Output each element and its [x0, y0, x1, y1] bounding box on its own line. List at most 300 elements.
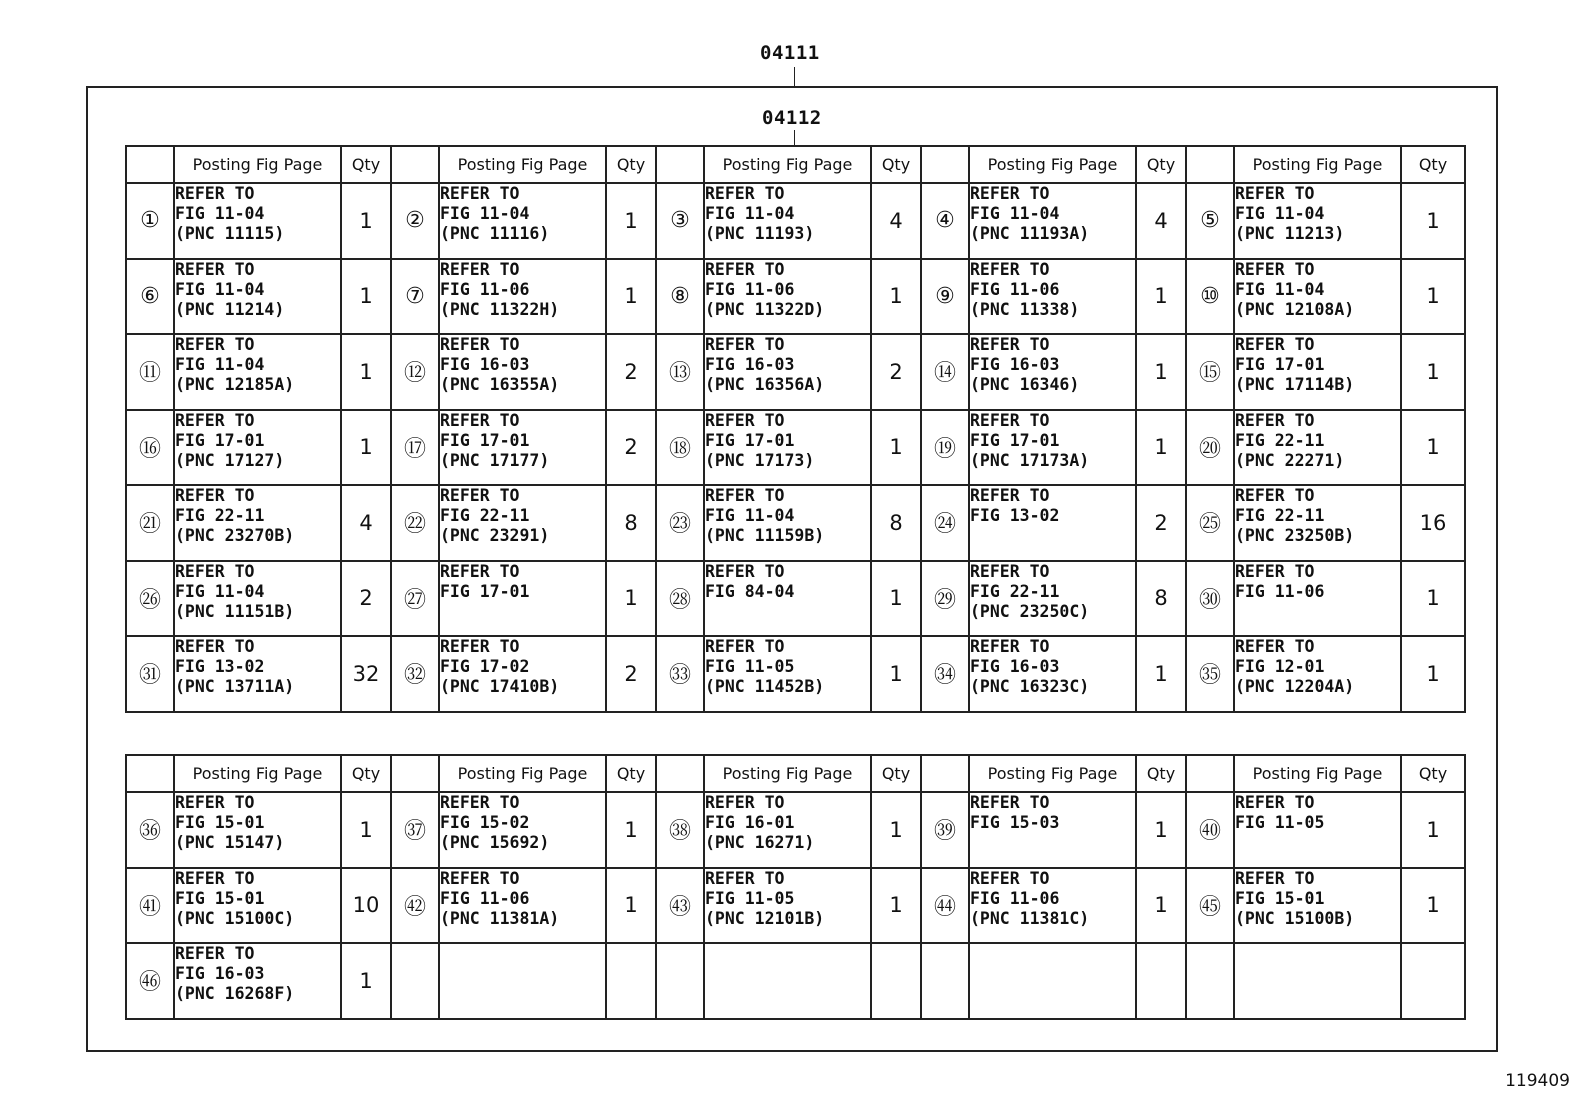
reference-line: REFER TO — [705, 793, 785, 812]
item-number: ⑱ — [656, 410, 704, 486]
reference-line: (PNC 11193) — [705, 224, 815, 243]
quantity: 1 — [1401, 410, 1465, 486]
posting-fig-page — [439, 410, 606, 486]
item-number: ㉒ — [391, 485, 439, 561]
header-posting-fig-page: Posting Fig Page — [1234, 146, 1401, 183]
reference-line: (PNC 16356A) — [705, 375, 825, 394]
quantity: 10 — [341, 868, 391, 944]
header-qty: Qty — [871, 755, 921, 792]
posting-fig-page — [439, 792, 606, 868]
quantity — [1136, 943, 1186, 1019]
item-number: ㊻ — [126, 943, 174, 1019]
posting-fig-page — [969, 410, 1136, 486]
posting-fig-page — [1234, 183, 1401, 259]
header-blank — [921, 146, 969, 183]
posting-fig-page — [969, 561, 1136, 637]
quantity: 2 — [1136, 485, 1186, 561]
reference-line: REFER TO — [970, 486, 1050, 505]
posting-fig-page — [439, 259, 606, 335]
reference-line: FIG 11-04 — [705, 506, 795, 525]
item-number: ㊷ — [391, 868, 439, 944]
reference-line: REFER TO — [1235, 561, 1315, 581]
posting-fig-page — [704, 485, 871, 561]
posting-fig-page — [439, 636, 606, 712]
header-posting-fig-page: Posting Fig Page — [1234, 755, 1401, 792]
reference-line — [1235, 833, 1400, 853]
quantity: 1 — [1401, 334, 1465, 410]
item-number — [1186, 943, 1234, 1019]
reference-line: REFER TO — [175, 410, 255, 430]
posting-fig-page — [704, 561, 871, 637]
header-qty: Qty — [606, 755, 656, 792]
header-posting-fig-page: Posting Fig Page — [439, 755, 606, 792]
reference-line: FIG 11-04 — [175, 279, 265, 299]
reference-line: REFER TO — [705, 410, 785, 430]
reference-line: REFER TO — [1235, 184, 1315, 203]
reference-line: REFER TO — [970, 184, 1050, 203]
item-number: ㊲ — [391, 792, 439, 868]
reference-line: REFER TO — [970, 410, 1050, 430]
item-number: ㊳ — [656, 792, 704, 868]
posting-fig-page — [969, 636, 1136, 712]
posting-fig-page — [1234, 259, 1401, 335]
reference-line: REFER TO — [440, 486, 520, 505]
reference-line: REFER TO — [440, 793, 520, 812]
item-number: ㉘ — [656, 561, 704, 637]
reference-line: (PNC 11322D) — [705, 299, 825, 319]
reference-line: (PNC 23291) — [440, 526, 550, 545]
quantity: 1 — [606, 868, 656, 944]
posting-fig-page — [969, 183, 1136, 259]
reference-line: FIG 11-04 — [175, 355, 265, 374]
item-number: ⑫ — [391, 334, 439, 410]
item-number: ㊱ — [126, 792, 174, 868]
quantity: 1 — [1136, 334, 1186, 410]
reference-line: (PNC 12185A) — [175, 375, 295, 394]
item-number: ⑨ — [921, 259, 969, 335]
posting-fig-page — [439, 868, 606, 944]
quantity: 1 — [1136, 636, 1186, 712]
reference-line: FIG 15-03 — [970, 813, 1060, 832]
posting-fig-page — [704, 183, 871, 259]
reference-line: FIG 84-04 — [705, 581, 795, 601]
reference-line: REFER TO — [175, 637, 255, 656]
posting-fig-page — [969, 485, 1136, 561]
table-row — [126, 183, 1465, 259]
quantity: 1 — [341, 943, 391, 1019]
reference-line: FIG 11-04 — [705, 204, 795, 223]
reference-line: (PNC 11381A) — [440, 908, 560, 928]
reference-line: FIG 11-05 — [1235, 813, 1325, 832]
reference-line: FIG 17-01 — [970, 430, 1060, 450]
reference-line: FIG 16-01 — [705, 813, 795, 832]
reference-line: FIG 17-01 — [705, 430, 795, 450]
item-number: ⑪ — [126, 334, 174, 410]
quantity: 1 — [871, 561, 921, 637]
item-number — [921, 943, 969, 1019]
reference-line: FIG 16-03 — [970, 355, 1060, 374]
reference-line: (PNC 23250C) — [970, 601, 1090, 621]
leader-line-04112 — [794, 130, 795, 146]
reference-line: REFER TO — [705, 868, 785, 888]
header-qty: Qty — [341, 146, 391, 183]
posting-fig-page — [439, 485, 606, 561]
reference-line: REFER TO — [440, 259, 520, 279]
figure-code: 119409 — [1505, 1071, 1570, 1091]
posting-fig-page — [439, 943, 606, 1019]
header-qty: Qty — [606, 146, 656, 183]
item-number: ⑭ — [921, 334, 969, 410]
posting-fig-page — [704, 259, 871, 335]
table-row — [126, 868, 1465, 944]
posting-fig-page — [174, 183, 341, 259]
quantity: 2 — [606, 410, 656, 486]
header-blank — [391, 755, 439, 792]
header-blank — [656, 755, 704, 792]
quantity: 2 — [871, 334, 921, 410]
item-number: ④ — [921, 183, 969, 259]
item-number: ㉓ — [656, 485, 704, 561]
reference-line: FIG 11-06 — [1235, 581, 1325, 601]
reference-line: (PNC 11116) — [440, 224, 550, 243]
reference-line: REFER TO — [1235, 335, 1315, 354]
posting-fig-page — [969, 943, 1136, 1019]
item-number: ⑩ — [1186, 259, 1234, 335]
reference-line — [970, 833, 1135, 853]
posting-fig-page — [704, 334, 871, 410]
table-row — [126, 410, 1465, 486]
posting-fig-page — [174, 561, 341, 637]
item-number: ㉝ — [656, 636, 704, 712]
reference-line — [1235, 602, 1400, 622]
quantity: 1 — [606, 259, 656, 335]
reference-line: REFER TO — [970, 561, 1050, 581]
reference-line: (PNC 17177) — [440, 450, 550, 470]
reference-line: FIG 11-06 — [440, 279, 530, 299]
parts-table-2 — [125, 754, 1466, 1020]
posting-fig-page — [174, 485, 341, 561]
posting-fig-page — [969, 868, 1136, 944]
quantity: 1 — [1401, 259, 1465, 335]
parts-table-1 — [125, 145, 1466, 713]
reference-line: REFER TO — [440, 184, 520, 203]
item-number: ㊸ — [656, 868, 704, 944]
reference-line: (PNC 11193A) — [970, 224, 1090, 243]
posting-fig-page — [439, 183, 606, 259]
quantity: 1 — [1401, 868, 1465, 944]
item-number: ㉜ — [391, 636, 439, 712]
quantity: 1 — [1136, 410, 1186, 486]
reference-line: (PNC 11322H) — [440, 299, 560, 319]
reference-line: FIG 11-05 — [705, 657, 795, 676]
reference-line: REFER TO — [175, 486, 255, 505]
reference-line: (PNC 15100C) — [175, 908, 295, 928]
reference-line: (PNC 12108A) — [1235, 299, 1355, 319]
item-number: ㉖ — [126, 561, 174, 637]
reference-line: FIG 11-06 — [705, 279, 795, 299]
item-number — [391, 943, 439, 1019]
reference-line: FIG 13-02 — [175, 657, 265, 676]
reference-line: REFER TO — [175, 944, 255, 963]
header-blank — [126, 146, 174, 183]
reference-line: (PNC 23270B) — [175, 526, 295, 545]
item-number: ㉟ — [1186, 636, 1234, 712]
reference-line — [705, 602, 870, 622]
posting-fig-page — [704, 943, 871, 1019]
reference-line: REFER TO — [440, 561, 520, 581]
item-number: ㉗ — [391, 561, 439, 637]
quantity: 1 — [606, 561, 656, 637]
item-number: ⑥ — [126, 259, 174, 335]
reference-line: FIG 11-04 — [175, 204, 265, 223]
header-posting-fig-page: Posting Fig Page — [174, 146, 341, 183]
reference-line: (PNC 17127) — [175, 450, 285, 470]
reference-line — [440, 602, 605, 622]
reference-line: REFER TO — [705, 335, 785, 354]
header-posting-fig-page: Posting Fig Page — [174, 755, 341, 792]
quantity: 2 — [606, 334, 656, 410]
posting-fig-page — [174, 868, 341, 944]
header-qty: Qty — [1136, 755, 1186, 792]
quantity: 1 — [341, 259, 391, 335]
reference-line: (PNC 11214) — [175, 299, 285, 319]
posting-fig-page — [1234, 868, 1401, 944]
reference-line: FIG 17-01 — [440, 430, 530, 450]
reference-line: REFER TO — [440, 868, 520, 888]
item-number: ㊹ — [921, 868, 969, 944]
reference-line: FIG 22-11 — [970, 581, 1060, 601]
header-posting-fig-page: Posting Fig Page — [969, 755, 1136, 792]
reference-line: FIG 22-11 — [440, 506, 530, 525]
reference-line: REFER TO — [970, 637, 1050, 656]
reference-line: FIG 11-04 — [970, 204, 1060, 223]
reference-line: FIG 11-04 — [440, 204, 530, 223]
reference-line: FIG 15-02 — [440, 813, 530, 832]
reference-line: REFER TO — [175, 259, 255, 279]
quantity: 8 — [1136, 561, 1186, 637]
reference-line: FIG 11-04 — [1235, 279, 1325, 299]
reference-line: (PNC 15147) — [175, 833, 285, 852]
quantity: 1 — [1136, 792, 1186, 868]
reference-line: FIG 17-01 — [440, 581, 530, 601]
quantity: 2 — [341, 561, 391, 637]
reference-line: (PNC 17173) — [705, 450, 815, 470]
item-number: ㊴ — [921, 792, 969, 868]
reference-line: FIG 11-05 — [705, 888, 795, 908]
reference-line: (PNC 16268F) — [175, 984, 295, 1003]
reference-line: FIG 17-01 — [175, 430, 265, 450]
quantity: 1 — [871, 868, 921, 944]
table-row — [126, 792, 1465, 868]
quantity: 1 — [871, 792, 921, 868]
item-number: ⑳ — [1186, 410, 1234, 486]
item-number: ⑦ — [391, 259, 439, 335]
reference-line: REFER TO — [440, 335, 520, 354]
reference-line: (PNC 11213) — [1235, 224, 1345, 243]
item-number: ㊶ — [126, 868, 174, 944]
reference-line: (PNC 16346) — [970, 375, 1080, 394]
posting-fig-page — [439, 561, 606, 637]
reference-line: REFER TO — [705, 561, 785, 581]
table-row — [126, 485, 1465, 561]
reference-line: FIG 11-06 — [970, 888, 1060, 908]
quantity: 1 — [606, 183, 656, 259]
header-blank — [1186, 146, 1234, 183]
table-row — [126, 561, 1465, 637]
posting-fig-page — [1234, 410, 1401, 486]
reference-line: REFER TO — [970, 335, 1050, 354]
item-number: ⑰ — [391, 410, 439, 486]
quantity: 1 — [341, 183, 391, 259]
quantity: 32 — [341, 636, 391, 712]
posting-fig-page — [1234, 636, 1401, 712]
header-posting-fig-page: Posting Fig Page — [704, 755, 871, 792]
item-number: ⑬ — [656, 334, 704, 410]
reference-line: (PNC 13711A) — [175, 677, 295, 696]
quantity: 4 — [341, 485, 391, 561]
reference-line: (PNC 17173A) — [970, 450, 1090, 470]
quantity: 4 — [1136, 183, 1186, 259]
reference-line: REFER TO — [1235, 637, 1315, 656]
quantity: 8 — [606, 485, 656, 561]
reference-line: FIG 22-11 — [175, 506, 265, 525]
header-posting-fig-page: Posting Fig Page — [704, 146, 871, 183]
reference-line: REFER TO — [1235, 410, 1315, 430]
item-number: ⑤ — [1186, 183, 1234, 259]
reference-line: FIG 16-03 — [175, 964, 265, 983]
item-number: ㉚ — [1186, 561, 1234, 637]
reference-line: REFER TO — [175, 793, 255, 812]
reference-line: FIG 15-01 — [175, 813, 265, 832]
quantity: 1 — [1401, 183, 1465, 259]
reference-line: FIG 12-01 — [1235, 657, 1325, 676]
header-qty: Qty — [1401, 146, 1465, 183]
reference-line: FIG 22-11 — [1235, 430, 1325, 450]
posting-fig-page — [1234, 561, 1401, 637]
header-qty: Qty — [871, 146, 921, 183]
posting-fig-page — [969, 334, 1136, 410]
header-qty: Qty — [341, 755, 391, 792]
reference-line: REFER TO — [970, 259, 1050, 279]
posting-fig-page — [174, 943, 341, 1019]
reference-line: (PNC 12101B) — [705, 908, 825, 928]
reference-line: REFER TO — [1235, 486, 1315, 505]
group-label-04111: 04111 — [760, 42, 820, 64]
reference-line: FIG 11-06 — [970, 279, 1060, 299]
reference-line: REFER TO — [705, 259, 785, 279]
reference-line — [970, 526, 1135, 546]
header-posting-fig-page: Posting Fig Page — [969, 146, 1136, 183]
reference-line: (PNC 11452B) — [705, 677, 825, 696]
quantity: 2 — [606, 636, 656, 712]
quantity — [606, 943, 656, 1019]
quantity: 1 — [341, 792, 391, 868]
reference-line: FIG 15-01 — [1235, 888, 1325, 908]
reference-line: REFER TO — [440, 637, 520, 656]
quantity: 1 — [341, 410, 391, 486]
item-number: ㉔ — [921, 485, 969, 561]
posting-fig-page — [174, 410, 341, 486]
reference-line: (PNC 12204A) — [1235, 677, 1355, 696]
table-row — [126, 334, 1465, 410]
quantity — [1401, 943, 1465, 1019]
reference-line: FIG 11-04 — [175, 581, 265, 601]
reference-line: REFER TO — [970, 868, 1050, 888]
item-number: ② — [391, 183, 439, 259]
group-label-04112: 04112 — [762, 107, 822, 129]
item-number: ㉕ — [1186, 485, 1234, 561]
table-row — [126, 943, 1465, 1019]
reference-line: (PNC 11338) — [970, 299, 1080, 319]
reference-line: FIG 15-01 — [175, 888, 265, 908]
item-number: ㉞ — [921, 636, 969, 712]
quantity: 1 — [871, 259, 921, 335]
reference-line: (PNC 11381C) — [970, 908, 1090, 928]
reference-line: (PNC 16323C) — [970, 677, 1090, 696]
quantity — [871, 943, 921, 1019]
reference-line: (PNC 11115) — [175, 224, 285, 243]
header-qty: Qty — [1401, 755, 1465, 792]
posting-fig-page — [1234, 334, 1401, 410]
reference-line: FIG 11-06 — [440, 888, 530, 908]
reference-line: REFER TO — [175, 868, 255, 888]
quantity: 1 — [1136, 259, 1186, 335]
item-number: ㉙ — [921, 561, 969, 637]
posting-fig-page — [969, 259, 1136, 335]
posting-fig-page — [704, 868, 871, 944]
reference-line: REFER TO — [175, 561, 255, 581]
posting-fig-page — [1234, 792, 1401, 868]
item-number: ㊺ — [1186, 868, 1234, 944]
posting-fig-page — [174, 792, 341, 868]
reference-line: FIG 17-02 — [440, 657, 530, 676]
posting-fig-page — [704, 792, 871, 868]
quantity: 4 — [871, 183, 921, 259]
reference-line: (PNC 16355A) — [440, 375, 560, 394]
reference-line: FIG 16-03 — [705, 355, 795, 374]
reference-line: (PNC 15692) — [440, 833, 550, 852]
header-posting-fig-page: Posting Fig Page — [439, 146, 606, 183]
header-blank — [126, 755, 174, 792]
reference-line: (PNC 23250B) — [1235, 526, 1355, 545]
reference-line: FIG 22-11 — [1235, 506, 1325, 525]
quantity: 1 — [871, 636, 921, 712]
reference-line: (PNC 11159B) — [705, 526, 825, 545]
quantity: 1 — [1401, 561, 1465, 637]
quantity: 1 — [1401, 792, 1465, 868]
posting-fig-page — [969, 792, 1136, 868]
reference-line: REFER TO — [1235, 793, 1315, 812]
posting-fig-page — [1234, 485, 1401, 561]
quantity: 1 — [341, 334, 391, 410]
reference-line: (PNC 17410B) — [440, 677, 560, 696]
header-row — [126, 146, 1465, 183]
reference-line: REFER TO — [705, 486, 785, 505]
header-qty: Qty — [1136, 146, 1186, 183]
posting-fig-page — [439, 334, 606, 410]
quantity: 8 — [871, 485, 921, 561]
reference-line: (PNC 11151B) — [175, 601, 295, 621]
header-blank — [656, 146, 704, 183]
header-blank — [921, 755, 969, 792]
quantity: 1 — [606, 792, 656, 868]
quantity: 1 — [871, 410, 921, 486]
reference-line: REFER TO — [175, 184, 255, 203]
reference-line: REFER TO — [440, 410, 520, 430]
reference-line: (PNC 22271) — [1235, 450, 1345, 470]
quantity: 1 — [1401, 636, 1465, 712]
reference-line: (PNC 16271) — [705, 833, 815, 852]
